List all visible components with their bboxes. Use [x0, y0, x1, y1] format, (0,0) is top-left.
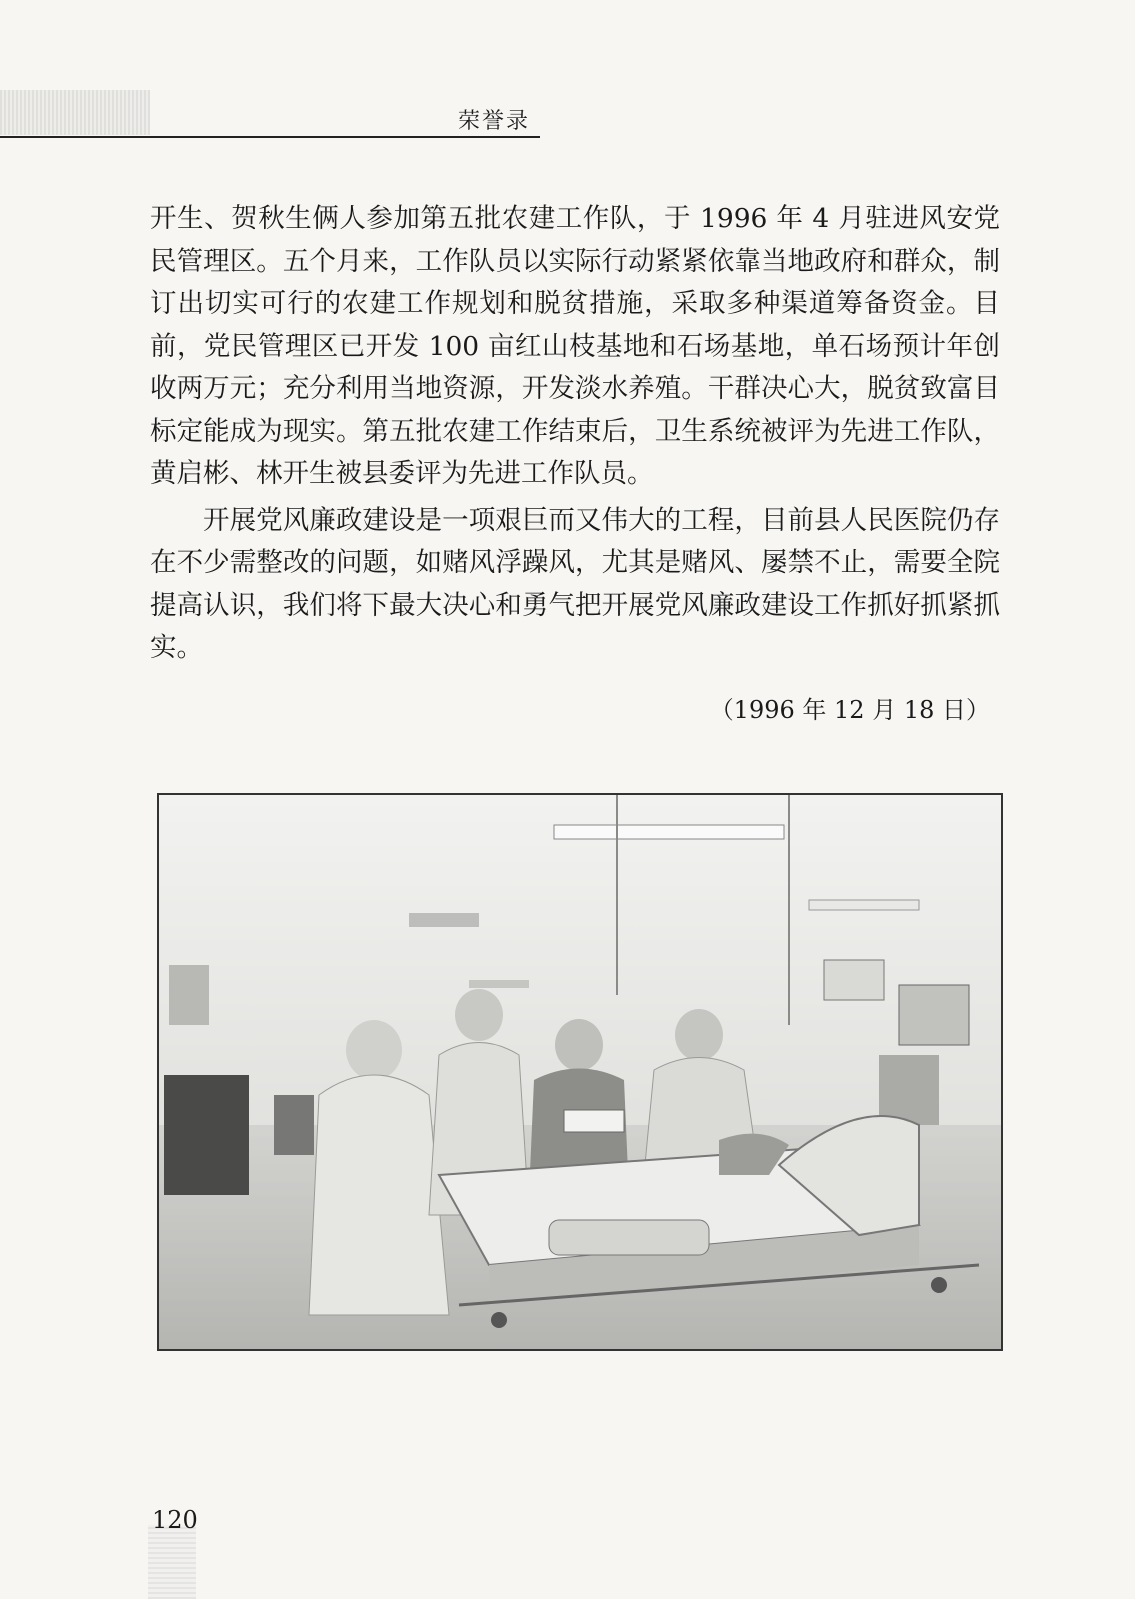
page-number: 120	[152, 1506, 198, 1534]
date-line: （1996 年 12 月 18 日）	[709, 696, 990, 724]
paragraph-1: 开生、贺秋生俩人参加第五批农建工作队，于 1996 年 4 月驻进风安党民管理区。五个月来，工作队员以实际行动紧紧依靠当地政府和群众，制订出切实可行的农建工作规划和脱贫措施，采取多种渠道筹备资金。目前，党民管理区已开发 100 亩红山枝基地和石场基地，单石场预计年创收两万元；充分利用当地资源，开发淡水养殖。干群决心大，脱贫致富目标定能成为现实。第五批农建工作结束后，卫生系统被评为先进工作队，黄启彬、林开生被县委评为先进工作队员。	[150, 203, 1000, 489]
header-title: 荣誉录	[457, 109, 530, 134]
paragraph-2: 开展党风廉政建设是一项艰巨而又伟大的工程，目前县人民医院仍存在不少需整改的问题，如赌风浮躁风，尤其是赌风、屡禁不止，需要全院提高认识，我们将下最大决心和勇气把开展党风廉政建设工作抓好抓紧抓实。	[150, 504, 1000, 663]
article-body	[150, 198, 1000, 670]
photo-illustration	[159, 795, 1001, 1349]
running-header	[0, 100, 540, 138]
scan-edge-artifact	[148, 1525, 196, 1599]
hospital-ward-photo	[157, 793, 1003, 1351]
